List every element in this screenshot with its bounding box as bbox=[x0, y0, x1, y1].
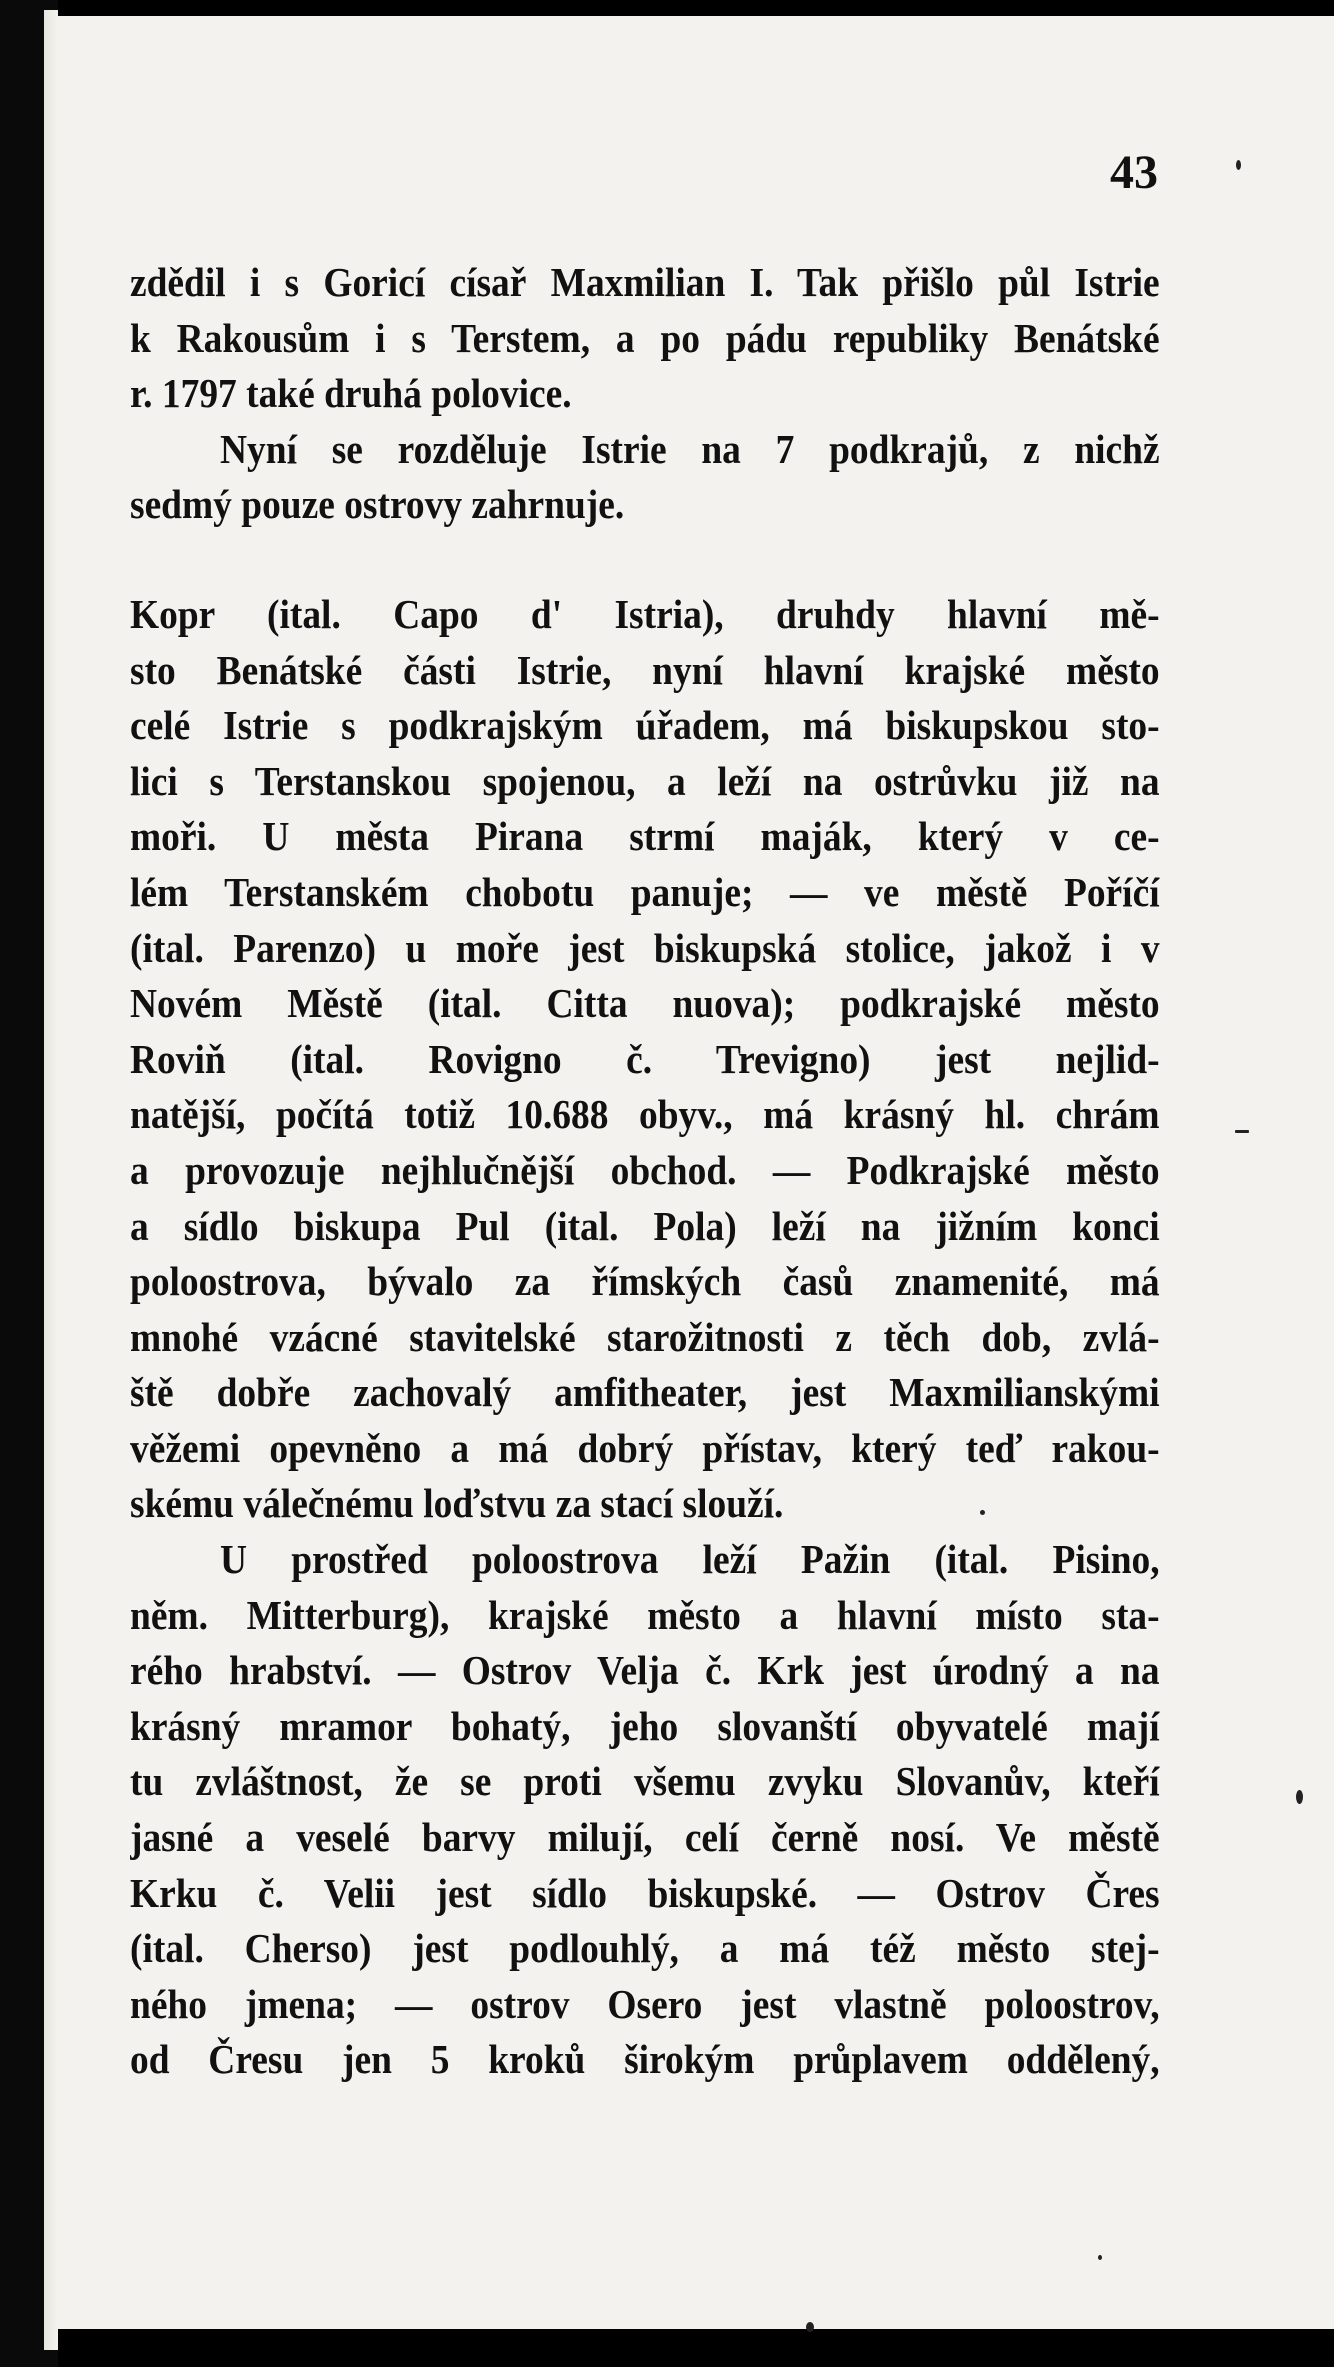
text-line: (ital. Cherso) jest podlouhlý, a má též město stej- bbox=[130, 1925, 1160, 1972]
text-line: celé Istrie s podkrajským úřadem, má biskupskou sto- bbox=[130, 702, 1160, 749]
text-line: lém Terstanském chobotu panuje; — ve městě Poříčí bbox=[130, 868, 1160, 915]
scan-speck bbox=[1296, 1790, 1303, 1804]
text-line: k Rakousům i s Terstem, a po pádu republiky Benátské bbox=[130, 314, 1160, 361]
text-line: mnohé vzácné stavitelské starožitnosti z těch dob, zvlá- bbox=[130, 1313, 1160, 1360]
scan-speck bbox=[980, 1510, 985, 1515]
scan-speck bbox=[806, 2322, 814, 2332]
text-line: a provozuje nejhlučnější obchod. — Podkrajské město bbox=[130, 1146, 1160, 1193]
text-line: Kopr (ital. Capo d' Istria), druhdy hlavní mě- bbox=[130, 590, 1160, 637]
body-text bbox=[130, 255, 1160, 2088]
text-line: Nyní se rozděluje Istrie na 7 podkrajů, z nichž bbox=[220, 425, 1160, 472]
text-line: natější, počítá totiž 10.688 obyv., má krásný hl. chrám bbox=[130, 1091, 1160, 1138]
text-line: jasné a veselé barvy milují, celí černě nosí. Ve městě bbox=[130, 1814, 1160, 1861]
text-line: Roviň (ital. Rovigno č. Trevigno) jest nejlid- bbox=[130, 1035, 1160, 1082]
text-line: r. 1797 také druhá polovice. bbox=[130, 370, 572, 417]
scan-speck bbox=[1235, 1130, 1249, 1133]
text-line: skému válečnému loďstvu za stací slouží. bbox=[130, 1480, 784, 1527]
text-line: od Čresu jen 5 kroků širokým průplavem oddělený, bbox=[130, 2036, 1160, 2083]
text-line: sto Benátské části Istrie, nyní hlavní krajské město bbox=[130, 646, 1160, 693]
text-line: a sídlo biskupa Pul (ital. Pola) leží na jižním konci bbox=[130, 1202, 1160, 1249]
text-line: ného jmena; — ostrov Osero jest vlastně poloostrov, bbox=[130, 1980, 1160, 2027]
page-gutter-edge bbox=[44, 10, 58, 2350]
text-line: ště dobře zachovalý amfitheater, jest Maxmilianskými bbox=[130, 1369, 1160, 1416]
text-line: sedmý pouze ostrovy zahrnuje. bbox=[130, 481, 625, 528]
text-line: moři. U města Pirana strmí maják, který v ce- bbox=[130, 813, 1160, 860]
text-line: poloostrova, bývalo za římských časů znamenité, má bbox=[130, 1258, 1160, 1305]
scan-speck bbox=[1236, 160, 1241, 170]
text-line: lici s Terstanskou spojenou, a leží na ostrůvku již na bbox=[130, 757, 1160, 804]
text-line: rého hrabství. — Ostrov Velja č. Krk jest úrodný a na bbox=[130, 1647, 1160, 1694]
text-line: něm. Mitterburg), krajské město a hlavní místo sta- bbox=[130, 1591, 1160, 1638]
text-line: Krku č. Velii jest sídlo biskupské. — Ostrov Čres bbox=[130, 1869, 1160, 1916]
text-line: Novém Městě (ital. Citta nuova); podkrajské město bbox=[130, 980, 1160, 1027]
text-line: tu zvláštnost, že se proti všemu zvyku Slovanův, kteří bbox=[130, 1758, 1160, 1805]
text-line: U prostřed poloostrova leží Pažin (ital. Pisino, bbox=[220, 1536, 1160, 1583]
text-line: zdědil i s Goricí císař Maxmilian I. Tak přišlo půl Istrie bbox=[130, 259, 1160, 305]
scan-speck bbox=[1098, 2255, 1102, 2260]
text-line: krásný mramor bohatý, jeho slovanští obyvatelé mají bbox=[130, 1702, 1160, 1749]
text-line: věžemi opevněno a má dobrý přístav, který teď rakou- bbox=[130, 1424, 1160, 1471]
text-line: (ital. Parenzo) u moře jest biskupská stolice, jakož i v bbox=[130, 924, 1160, 971]
page-number: 43 bbox=[1110, 146, 1158, 199]
